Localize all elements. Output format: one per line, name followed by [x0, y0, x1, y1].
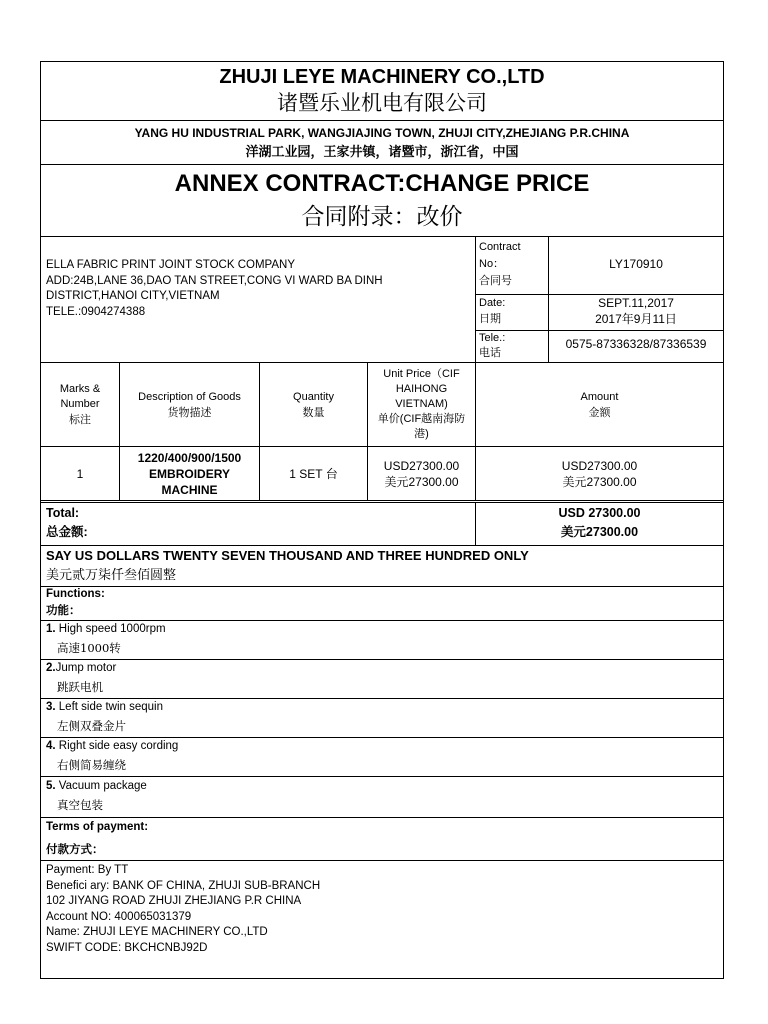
- header-line: 数量: [302, 405, 325, 419]
- total-amount-cn: 美元27300.00: [560, 525, 639, 539]
- account-name: Name: ZHUJI LEYE MACHINERY CO.,LTD: [46, 926, 268, 939]
- function-item-number: 4.: [46, 740, 56, 752]
- date-label: [476, 295, 549, 330]
- function-item-text: High speed 1000rpm: [55, 623, 166, 635]
- function-item-cn: 高速1000转: [57, 641, 121, 655]
- header-line: Number: [60, 398, 100, 410]
- goods-table-header: [41, 362, 723, 446]
- header-line: 单价(CIF越南海防: [377, 413, 466, 425]
- functions-heading-cn: 功能：: [46, 605, 81, 617]
- date-row: [476, 295, 723, 331]
- function-item-en: [46, 699, 723, 715]
- function-item-cn: 左侧双叠金片: [57, 719, 126, 733]
- contract-info: [476, 237, 723, 362]
- contract-no-row: [476, 237, 723, 295]
- company-address: [41, 120, 723, 164]
- header-line: 金额: [588, 405, 611, 419]
- header-marks: [41, 363, 120, 446]
- label-line: 日期: [479, 313, 501, 325]
- tele-label: [476, 331, 549, 362]
- header-line: 货物描述: [167, 405, 212, 419]
- description-line: EMBROIDERY: [149, 466, 230, 481]
- total-label-cn: 总金额:: [46, 525, 88, 539]
- function-item-number: 3.: [46, 701, 56, 713]
- description-line: MACHINE: [161, 482, 218, 497]
- parties-block: [41, 236, 723, 362]
- amount-cn: 美元27300.00: [562, 474, 637, 489]
- cell-unit-price: [368, 447, 476, 500]
- function-item: [41, 698, 723, 737]
- amount-in-words-en: SAY US DOLLARS TWENTY SEVEN THOUSAND AND THREE HUNDRED ONLY: [46, 548, 529, 563]
- bank-address: 102 JIYANG ROAD ZHUJI ZHEJIANG P.R CHINA: [46, 895, 302, 908]
- header-line: HAIHONG: [395, 383, 448, 395]
- function-item-text: Left side twin sequin: [55, 701, 163, 713]
- functions-heading: [41, 586, 723, 620]
- buyer-phone: TELE.:0904274388: [46, 306, 146, 319]
- functions-heading-en: Functions:: [46, 588, 105, 600]
- swift-code: SWIFT CODE: BKCHCNBJ92D: [46, 941, 208, 954]
- cell-amount: [476, 447, 723, 500]
- buyer-address-line: DISTRICT,HANOI CITY,VIETNAM: [46, 290, 220, 303]
- header-amount: [476, 363, 723, 446]
- total-row: [41, 500, 723, 545]
- header-line: 标注: [69, 413, 91, 426]
- date-value-en: SEPT.11,2017: [598, 296, 674, 310]
- function-item: [41, 620, 723, 659]
- title-en: ANNEX CONTRACT:CHANGE PRICE: [174, 170, 590, 197]
- total-label: [41, 503, 476, 545]
- label-line: Tele.:: [479, 332, 506, 344]
- unit-price-cn: 美元27300.00: [384, 474, 459, 489]
- payment-details: [41, 860, 723, 978]
- payment-heading-en: Terms of payment:: [46, 821, 149, 833]
- function-item-cn: 真空包装: [57, 798, 103, 812]
- header-unit-price: [368, 363, 476, 446]
- contract-no-value: LY170910: [609, 257, 663, 271]
- buyer-info: [41, 237, 476, 362]
- function-item-en: [46, 621, 723, 637]
- amount-en: USD27300.00: [561, 458, 638, 473]
- label-line: Contract: [479, 241, 521, 253]
- function-item-en: [46, 738, 723, 754]
- total-label-en: Total:: [46, 506, 80, 520]
- function-item-number: 2.: [46, 662, 56, 674]
- function-item: [41, 776, 723, 817]
- function-item-text: Jump motor: [55, 662, 117, 674]
- total-amount: [476, 503, 723, 545]
- header-line: Marks &: [59, 383, 101, 395]
- header-line: Amount: [580, 390, 619, 403]
- company-address-en: YANG HU INDUSTRIAL PARK, WANGJIAJING TOWN, ZHUJI CITY,ZHEJIANG P.R.CHINA: [134, 126, 630, 140]
- header-description: [120, 363, 260, 446]
- contract-document: [40, 61, 724, 979]
- cell-description: [120, 447, 260, 500]
- tele-row: [476, 331, 723, 362]
- function-item-cn: 右侧简易缠绕: [57, 758, 126, 772]
- account-number: Account NO: 400065031379: [46, 910, 192, 923]
- amount-in-words: [41, 545, 723, 586]
- function-item-text: Vacuum package: [55, 780, 147, 792]
- header-quantity: [260, 363, 368, 446]
- header-line: Unit Price（CIF: [383, 368, 460, 380]
- label-line: Date:: [479, 297, 506, 309]
- header-line: VIETNAM): [395, 398, 448, 410]
- header-line: Description of Goods: [138, 390, 241, 403]
- document-title: [41, 164, 723, 236]
- label-line: 电话: [479, 347, 501, 359]
- title-cn: 合同附录：改价: [301, 203, 463, 229]
- function-item: [41, 737, 723, 776]
- amount-in-words-cn: 美元贰万柒仟叁佰圆整: [46, 567, 177, 582]
- buyer-address-line: ADD:24B,LANE 36,DAO TAN STREET,CONG VI WARD BA DINH: [46, 274, 383, 287]
- date-value-cn: 2017年9月11日: [595, 312, 677, 326]
- table-row: [41, 446, 723, 500]
- company-name-cn: 诸暨乐业机电有限公司: [277, 92, 487, 115]
- company-header: [41, 62, 723, 120]
- payment-method: Payment: By TT: [46, 864, 129, 876]
- payment-terms-heading: [41, 817, 723, 860]
- header-line: Quantity: [293, 390, 334, 403]
- function-item-en: [46, 660, 723, 676]
- header-line: 港): [414, 428, 429, 440]
- date-value: [549, 295, 723, 330]
- cell-quantity: 1 SET 台: [260, 447, 368, 500]
- tele-value: 0575-87336328/87336539: [565, 337, 707, 351]
- unit-price-en: USD27300.00: [383, 458, 460, 473]
- contract-no-label: [476, 237, 549, 294]
- label-line: 合同号: [479, 275, 512, 287]
- buyer-name: ELLA FABRIC PRINT JOINT STOCK COMPANY: [46, 259, 296, 271]
- company-name-en: ZHUJI LEYE MACHINERY CO.,LTD: [219, 66, 545, 88]
- function-item-number: 1.: [46, 623, 56, 635]
- function-item-text: Right side easy cording: [55, 740, 179, 752]
- description-line: 1220/400/900/1500: [137, 450, 242, 465]
- payment-heading-cn: 付款方式：: [46, 844, 104, 856]
- function-item-number: 5.: [46, 780, 56, 792]
- function-item: [41, 659, 723, 698]
- label-line: No：: [479, 258, 505, 270]
- function-item-cn: 跳跃电机: [57, 680, 103, 694]
- company-address-cn: 洋湖工业园，王家井镇，诸暨市，浙江省，中国: [245, 144, 519, 159]
- beneficiary-bank: Benefici ary: BANK OF CHINA, ZHUJI SUB-BRANCH: [46, 879, 321, 892]
- cell-marks: 1: [41, 447, 120, 500]
- total-amount-en: USD 27300.00: [558, 506, 641, 520]
- function-item-en: [46, 777, 723, 795]
